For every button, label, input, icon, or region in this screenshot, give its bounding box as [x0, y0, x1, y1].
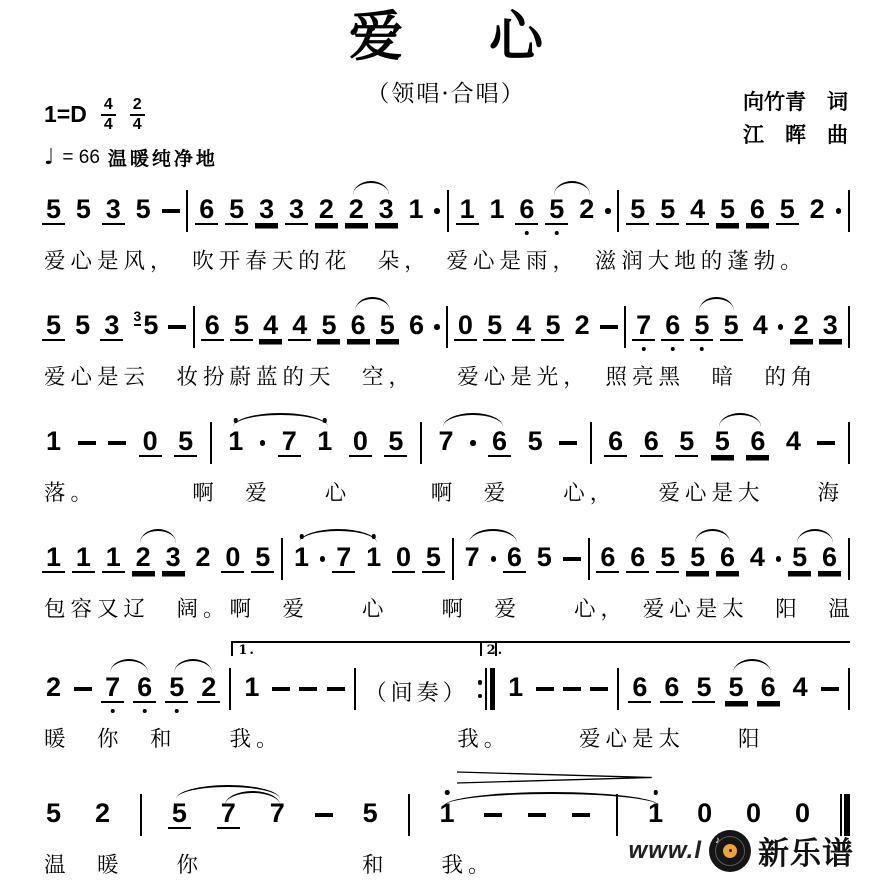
note: 4 [792, 672, 808, 702]
note: 7 [464, 542, 480, 572]
duration-dash [484, 813, 502, 817]
note: 6 [660, 674, 683, 703]
note: 2 [46, 672, 62, 702]
watermark-url: www.l [628, 836, 702, 864]
slur [699, 297, 734, 311]
note: 3 [102, 196, 125, 225]
rest-note: 0 [746, 798, 762, 828]
note: 3 [285, 196, 308, 225]
note: 5 [384, 428, 407, 457]
slur [299, 529, 377, 543]
note: 5 [483, 312, 506, 341]
note: 2 [579, 194, 595, 224]
lyrics-line: 落。 啊 爱 心 啊 爱 心， 爱心是大 海 [44, 481, 845, 506]
music-system [42, 176, 850, 275]
duration-dash [78, 441, 96, 445]
volta-bracket [480, 641, 850, 656]
barline [446, 306, 448, 348]
duration-dash [315, 813, 333, 817]
rest-note: 0 [454, 312, 477, 341]
duration-dash [168, 325, 186, 329]
note: 7 [217, 800, 240, 829]
note: 5 [376, 312, 399, 341]
note: 5 [174, 428, 197, 457]
vinyl-record-icon [709, 830, 751, 872]
note: 2 [94, 798, 110, 828]
composer-credit: 江 晖 曲 [743, 121, 848, 147]
note: 1 [290, 544, 313, 571]
slur [444, 792, 659, 806]
interlude-text: （间奏） [364, 681, 469, 706]
title-char-1: 爱 [349, 4, 403, 68]
octave-dot-low [174, 709, 179, 714]
note: 4 [785, 426, 801, 456]
duration-dash [817, 441, 835, 445]
note: 1 [644, 800, 667, 827]
barline [848, 190, 850, 232]
note: 6 [626, 544, 649, 573]
tempo-marking [44, 144, 218, 171]
duration-dash [162, 209, 180, 213]
note: 5 [692, 674, 715, 703]
note: 3 [375, 196, 398, 225]
note: 2 [345, 196, 368, 225]
barline [281, 538, 283, 580]
vinyl-hole [729, 849, 732, 852]
note: 5 [626, 196, 649, 225]
notes-row [42, 408, 850, 464]
rest-note: 0 [794, 798, 811, 828]
notes-row [42, 770, 850, 836]
barline [590, 422, 592, 464]
duration-dash [563, 557, 581, 561]
note: 5 [362, 798, 378, 828]
augmentation-dot [836, 208, 842, 214]
duration-dash [572, 813, 590, 817]
music-system [42, 408, 850, 507]
note: 5 [422, 544, 445, 573]
barline [452, 538, 454, 580]
slur [469, 529, 517, 543]
rest-note: 0 [392, 544, 415, 573]
subtitle: （领唱·合唱） [366, 80, 526, 107]
slur [110, 659, 148, 673]
note: 6 [661, 312, 684, 341]
note: 5 [720, 312, 743, 341]
note: 5 [545, 196, 568, 225]
key-signature [44, 96, 145, 133]
note: 5 [75, 310, 91, 340]
duration-dash [272, 687, 290, 691]
note: 4 [752, 310, 768, 340]
note: 5 [656, 544, 679, 573]
note: 6 [503, 544, 526, 573]
duration-dash [327, 687, 345, 691]
note: 6 [488, 428, 511, 457]
note: 6 [596, 544, 619, 573]
decrescendo-hairpin [457, 771, 652, 785]
duration-dash [536, 687, 554, 691]
watermark-brand: 新乐谱 [758, 836, 854, 871]
notes-row [42, 292, 850, 348]
duration-dash [590, 687, 608, 691]
notes-row [42, 640, 850, 710]
barline [588, 538, 590, 580]
octave-dot-low [142, 709, 147, 714]
note: 1 [244, 672, 260, 702]
volta-bracket [231, 641, 497, 656]
barline [617, 668, 619, 710]
barline [624, 306, 626, 348]
lyrics-line: 包容又辽 阔。啊 爱 心 啊 爱 心， 爱心是太 阳 温 [44, 597, 855, 622]
note: 5 [46, 798, 62, 828]
lyrics-line: 温 暖 你 和 我。 [44, 853, 495, 878]
music-note-icon: ♪ [715, 834, 720, 846]
lyrics-line: 爱心是风， 吹开春天的花 朵， 爱心是雨， 滋润大地的蓬勃。 [44, 249, 807, 274]
octave-dot-high [445, 790, 450, 795]
note: 6 [201, 312, 224, 341]
note: 3 [100, 312, 123, 341]
augmentation-dot [605, 208, 611, 214]
barline [848, 422, 850, 464]
note: 6 [133, 674, 156, 703]
note: 5 [251, 544, 274, 573]
note: 2 [790, 312, 813, 341]
rest-note: 0 [349, 428, 372, 457]
note: 6 [628, 674, 651, 703]
note: 5 [230, 312, 253, 341]
note: 5 [675, 428, 698, 457]
duration-dash [528, 813, 546, 817]
note: 3 [255, 196, 278, 225]
credits [743, 86, 848, 151]
note: 4 [686, 196, 709, 225]
note: 6 [515, 196, 538, 225]
slur [233, 413, 328, 427]
augmentation-dot [776, 556, 782, 562]
note: 5 [317, 312, 340, 341]
note: 6 [818, 544, 841, 573]
score [42, 176, 855, 879]
note: 7 [332, 544, 355, 573]
note: 4 [749, 542, 765, 572]
note: 5 [225, 196, 248, 225]
barline [354, 668, 356, 710]
augmentation-dot [491, 556, 497, 562]
duration-dash [74, 687, 92, 691]
slur [719, 413, 761, 427]
notes-row [42, 176, 850, 232]
note: 7 [438, 426, 454, 456]
note: 7 [632, 312, 655, 341]
note: 4 [512, 312, 535, 341]
barline [210, 422, 212, 464]
note: 7 [278, 428, 301, 457]
barline [140, 794, 142, 836]
note: 7 [101, 674, 124, 703]
barline [193, 306, 195, 348]
note: 6 [195, 196, 218, 225]
lyricist-credit: 向竹青 词 [743, 89, 848, 114]
note: 6 [347, 312, 370, 341]
note: 6 [757, 674, 780, 703]
octave-dot-low [700, 347, 705, 352]
note: 6 [746, 196, 769, 225]
note: 2 [315, 196, 338, 225]
note: 2 [574, 310, 590, 340]
slur [797, 529, 833, 543]
grace-note: 3 [133, 308, 142, 324]
duration-dash [563, 687, 581, 691]
note: 5 [656, 196, 679, 225]
tempo-value: = 66 [62, 146, 100, 168]
note: 6 [716, 544, 739, 573]
header [42, 4, 850, 176]
note: 5 [135, 194, 151, 224]
slur [355, 297, 390, 311]
note: 6 [604, 428, 627, 457]
octave-dot-low [671, 347, 676, 352]
note: 1 [42, 544, 65, 573]
song-title [42, 4, 850, 68]
note: 35 [133, 308, 159, 340]
barline [848, 538, 850, 580]
note: 4 [259, 312, 282, 341]
slur [353, 181, 389, 195]
note: 5 [686, 544, 709, 573]
octave-dot-low [555, 231, 560, 236]
augmentation-dot [320, 556, 326, 562]
note: 2 [809, 194, 825, 224]
note: 4 [288, 312, 311, 341]
lyrics-line: 暖 你 和 我。 我。 爱心是太 阳 [44, 727, 765, 752]
time-signature-1: $\frac{4}{4}$ [101, 96, 116, 133]
note: 6 [408, 310, 424, 340]
rest-note: 0 [697, 798, 713, 828]
music-system [42, 640, 850, 753]
note: 1 [224, 428, 247, 455]
slur [140, 529, 176, 543]
barline [186, 190, 188, 232]
volta-label: 1. [238, 643, 256, 658]
note: 1 [362, 544, 385, 571]
barline [420, 422, 422, 464]
note: 2 [197, 674, 220, 703]
note: 5 [527, 426, 543, 456]
rest-note: 0 [221, 544, 244, 573]
augmentation-dot [434, 208, 440, 214]
duration-dash [299, 687, 317, 691]
note: 5 [541, 312, 564, 341]
barline [229, 668, 231, 710]
octave-dot-low [641, 347, 646, 352]
note: 5 [725, 674, 748, 703]
slur [695, 529, 731, 543]
note: 1 [508, 672, 524, 702]
barline [848, 668, 850, 710]
music-system [42, 292, 850, 391]
barline [447, 190, 449, 232]
slur [174, 659, 212, 673]
octave-dot-low [110, 709, 115, 714]
note: 2 [132, 544, 155, 573]
note: 1 [313, 428, 336, 455]
note: 3 [162, 544, 185, 573]
note: 5 [168, 800, 191, 829]
note: 6 [640, 428, 663, 457]
note: 1 [408, 194, 424, 224]
note: 5 [711, 428, 734, 457]
note: 1 [72, 544, 95, 573]
duration-dash [821, 687, 839, 691]
barline [408, 794, 410, 836]
augmentation-dot [470, 440, 476, 446]
duration-dash [559, 441, 577, 445]
watermark [629, 828, 854, 873]
barline [617, 190, 619, 232]
note: 1 [456, 196, 479, 225]
music-system [42, 524, 855, 623]
octave-dot-high [653, 790, 658, 795]
title-char-2: 心 [489, 4, 543, 68]
note: 5 [788, 544, 811, 573]
note: 6 [746, 428, 769, 457]
expression-text: 温暖纯净地 [107, 148, 218, 170]
quarter-note-icon: ♩ [44, 145, 55, 170]
key-label: 1=D [44, 101, 87, 128]
repeat-end-barline [478, 668, 496, 710]
note: 1 [489, 194, 505, 224]
note: 5 [716, 196, 739, 225]
augmentation-dot [434, 324, 440, 330]
slur [443, 413, 503, 427]
note: 1 [102, 544, 125, 573]
volta-label: 2. [486, 643, 505, 658]
note: 5 [42, 196, 65, 225]
augmentation-dot [778, 324, 784, 330]
rest-note: 0 [139, 428, 162, 457]
augmentation-dot [260, 440, 266, 446]
note: 2 [195, 542, 211, 572]
barline [848, 306, 850, 348]
note: 5 [165, 674, 188, 703]
note: 5 [776, 196, 799, 225]
note: 5 [536, 542, 552, 572]
note: 1 [46, 426, 62, 456]
octave-dot-low [525, 231, 530, 236]
notes-row [42, 524, 850, 580]
note: 3 [819, 312, 842, 341]
note: 5 [42, 312, 65, 341]
slur [733, 659, 771, 673]
slur [554, 181, 590, 195]
note: 1 [435, 800, 458, 827]
time-signature-2: $\frac{2}{4}$ [130, 96, 145, 133]
lyrics-line: 爱心是云 妆扮蔚蓝的天 空， 爱心是光， 照亮黑 暗 的角 [44, 365, 818, 390]
duration-dash [108, 441, 126, 445]
note: 5 [75, 194, 91, 224]
duration-dash [600, 325, 618, 329]
note: 7 [269, 798, 285, 828]
note: 5 [690, 312, 713, 341]
